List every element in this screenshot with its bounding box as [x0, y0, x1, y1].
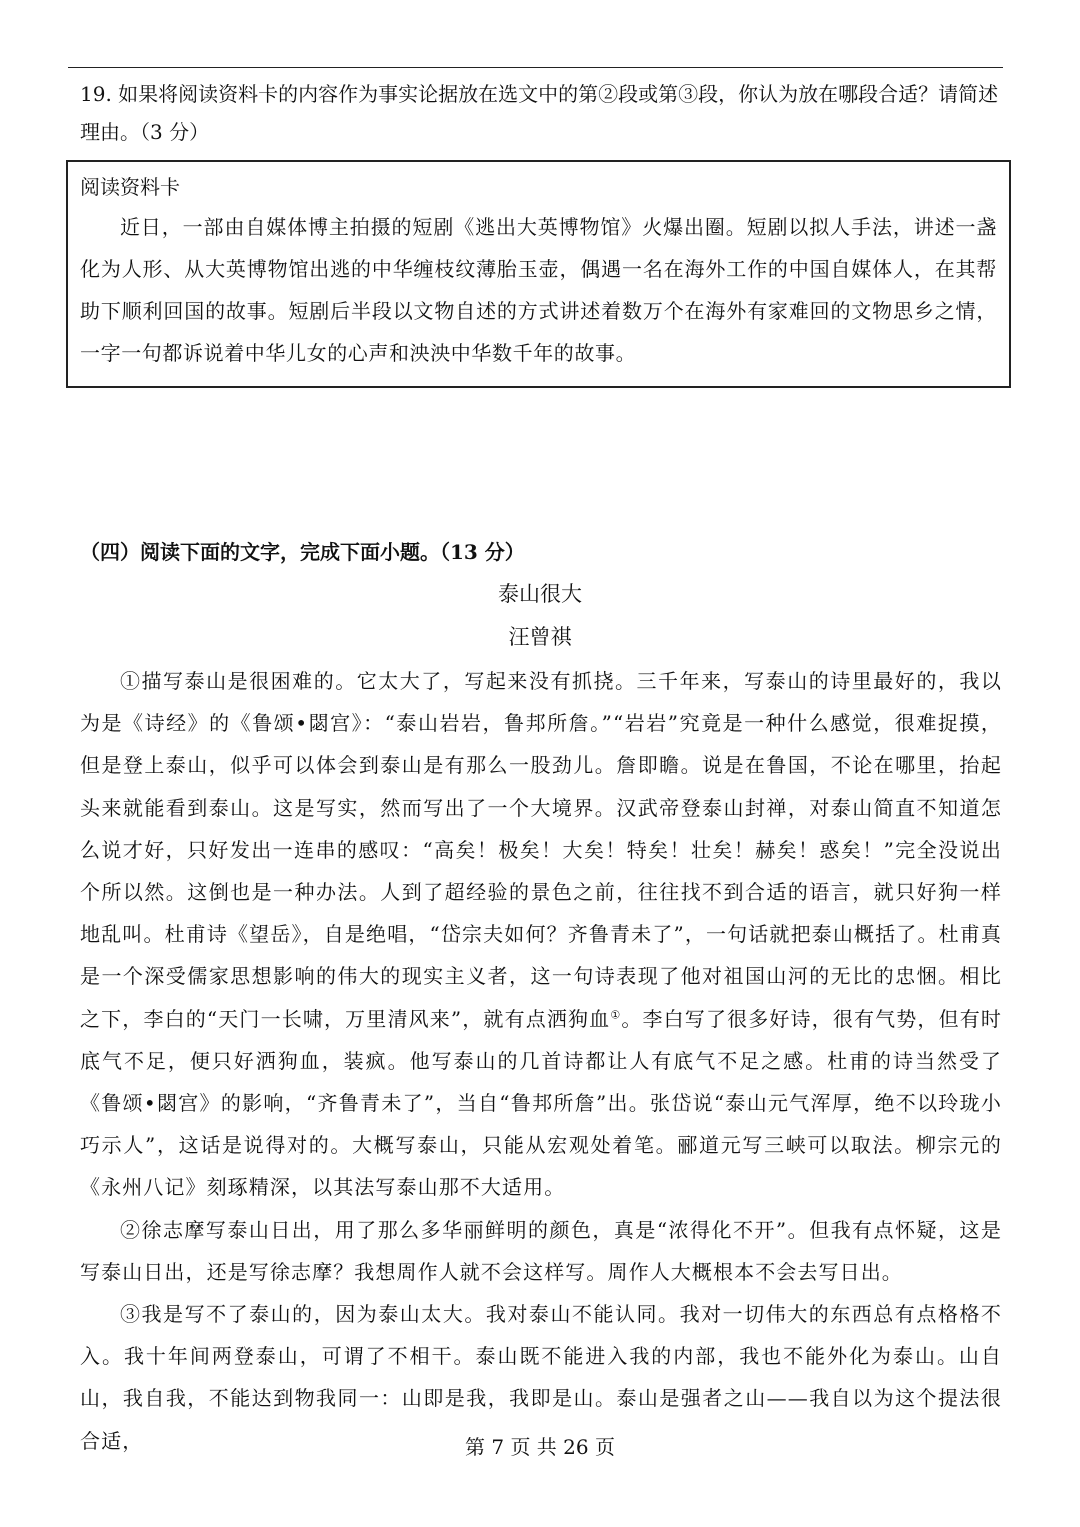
paragraph-1-text-a: ①描写泰山是很困难的。它太大了，写起来没有抓挠。三千年来，写泰山的诗里最好的，我以为是《诗经》的《鲁颂•閟宫》：“泰山岩岩，鲁邦所詹。”“岩岩”究竟是一种什么感觉，很难捉摸，但是登上泰山，似乎可以体会到泰山是有那么一股劲儿。詹即瞻。说是在鲁国，不论在哪里，抬起头来就能看到泰山。这是写实，然而写出了一个大境界。汉武帝登泰山封禅，对泰山简直不知道怎么说才好，只好发出一连串的感叹：“高矣！极矣！大矣！特矣！壮矣！赫矣！惑矣！”完全没说出个所以然。这倒也是一种办法。人到了超经验的景色之前，往往找不到合适的语言，就只好狗一样地乱叫。杜甫诗《望岳》，自是绝唱，“岱宗夫如何？齐鲁青未了”，一句话就把泰山概括了。杜甫真是一个深受儒家思想影响的伟大的现实主义者，这一句诗表现了他对祖国山河的无比的忠悃。相比之下，李白的“天门一长啸，万里清风来”，就有点洒狗血 — [80, 669, 1002, 1031]
paragraph-3: ③我是写不了泰山的，因为泰山太大。我对泰山不能认同。我对一切伟大的东西总有点格格不入。我十年间两登泰山，可谓了不相干。泰山既不能进入我的内部，我也不能外化为泰山。山自山，我自我，不能达到物我同一：山即是我，我即是山。泰山是强者之山——我自以为这个提法很合适， — [80, 1302, 1002, 1453]
article-author: 汪曾祺 — [508, 625, 572, 649]
reading-card-title: 阅读资料卡 — [80, 175, 180, 199]
top-rule — [68, 67, 1003, 68]
page-footer: 第 7 页 共 26 页 — [465, 1435, 615, 1459]
section-heading: （四）阅读下面的文字，完成下面小题。（13 分） — [80, 540, 525, 564]
reading-card — [66, 160, 1011, 388]
article-body — [80, 660, 1002, 1462]
paragraph-2: ②徐志摩写泰山日出，用了那么多华丽鲜明的颜色，真是“浓得化不开”。但我有点怀疑，这是写泰山日出，还是写徐志摩？我想周作人就不会这样写。周作人大概根本不会去写日出。 — [80, 1217, 1002, 1284]
paragraph-1 — [80, 660, 1002, 1209]
article-title: 泰山很大 — [498, 582, 582, 606]
question-19: 19. 如果将阅读资料卡的内容作为事实论据放在选文中的第②段或第③段，你认为放在哪段合适？请简述理由。（3 分） — [80, 82, 999, 144]
reading-card-body: 近日，一部由自媒体博主拍摄的短剧《逃出大英博物馆》火爆出圈。短剧以拟人手法，讲述一盏化为人形、从大英博物馆出逃的中华缠枝纹薄胎玉壶，偶遇一名在海外工作的中国自媒体人，在其帮助下顺利回国的故事。短剧后半段以文物自述的方式讲述着数万个在海外有家难回的文物思乡之情，一字一句都诉说着中华儿女的心声和泱泱中华数千年的故事。 — [80, 215, 997, 365]
footnote-marker: ① — [610, 1007, 622, 1021]
paragraph-1-text-b: 。李白写了很多好诗，很有气势，但有时底气不足，便只好洒狗血，装疯。他写泰山的几首诗都让人有底气不足之感。杜甫的诗当然受了《鲁颂•閟宫》的影响，“齐鲁青未了”，当自“鲁邦所詹”出。张岱说“泰山元气浑厚，绝不以玲珑小巧示人”，这话是说得对的。大概写泰山，只能从宏观处着笔。郦道元写三峡可以取法。柳宗元的《永州八记》刻琢精深，以其法写泰山那不大适用。 — [80, 1006, 1002, 1200]
